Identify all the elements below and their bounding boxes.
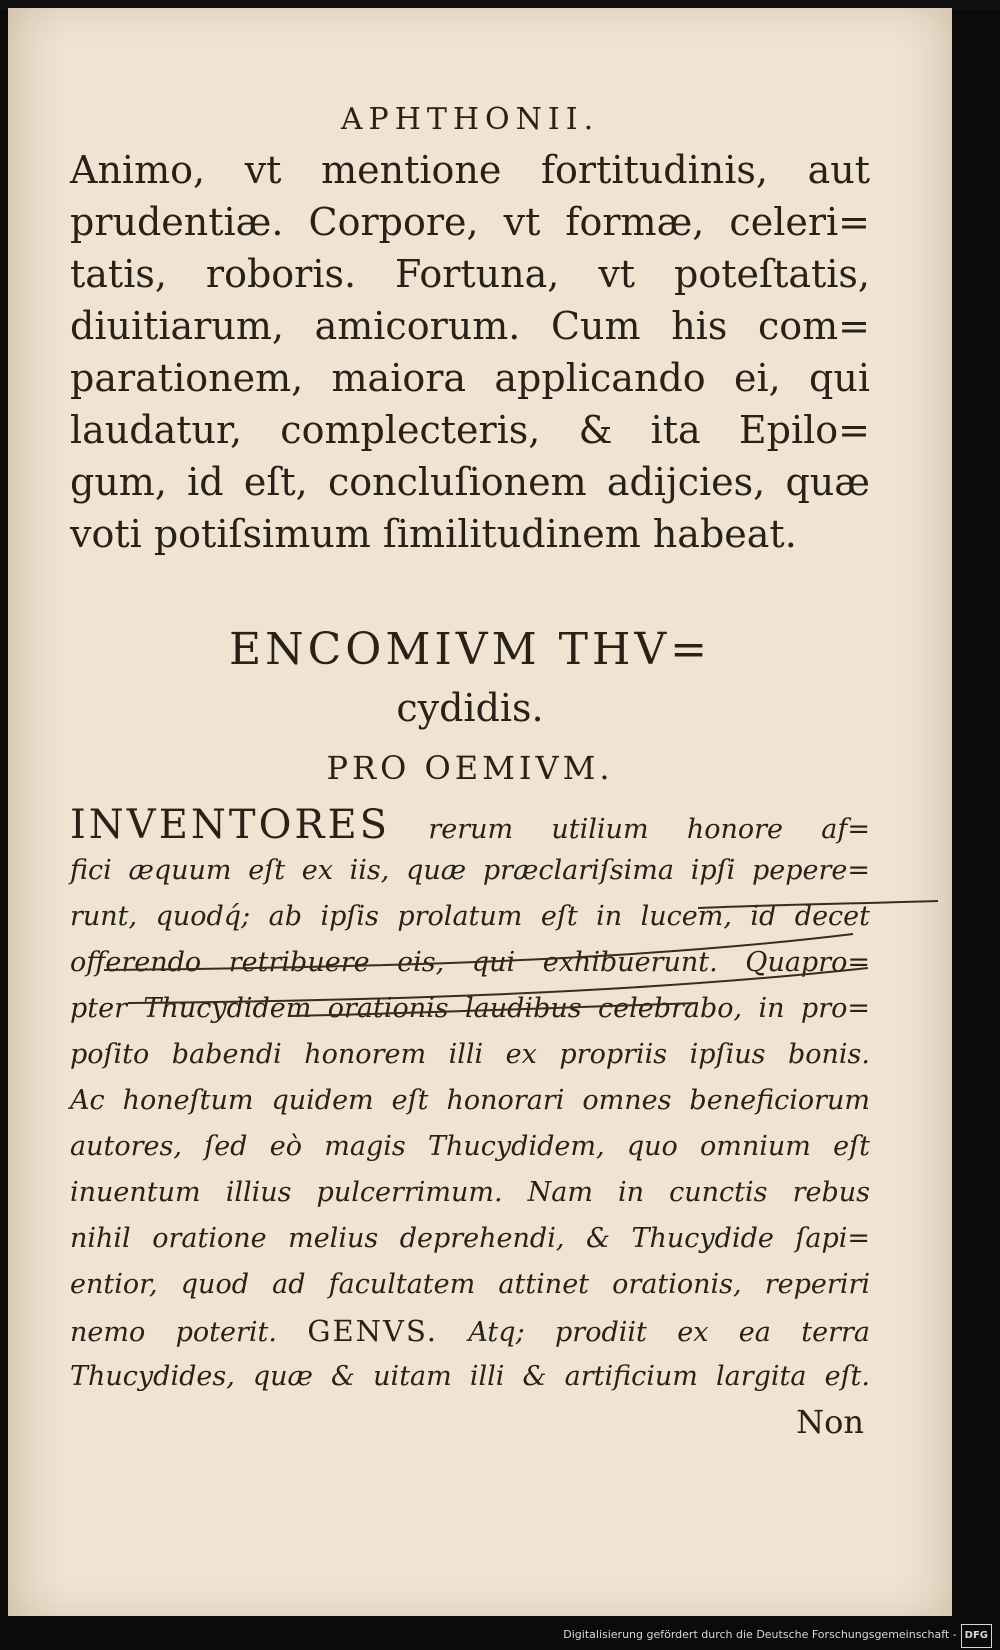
- text-line: autores, ſed eò magis Thucydidem, quo omnium eſt: [70, 1131, 870, 1162]
- text-line: [70, 802, 870, 848]
- text-line: Ac honeſtum quidem eſt honorari omnes beneficiorum: [70, 1085, 870, 1116]
- text-line: poſito babendi honorem illi ex propriis ipſius bonis.: [70, 1039, 870, 1070]
- text-fragment: nemo poterit.: [70, 1317, 277, 1348]
- text-fragment: rerum utilium honore af=: [428, 814, 870, 845]
- text-line: runt, quodq́; ab ipſis prolatum eſt in lucem, id decet: [70, 901, 870, 932]
- text-line: prudentiæ. Corpore, vt formæ, celeri=: [70, 200, 870, 244]
- text-fragment: Atq; prodiit ex ea terra: [468, 1317, 870, 1348]
- text-line: parationem, maiora applicando ei, qui: [70, 356, 870, 400]
- text-line: voti potiſsimum ſimilitudinem habeat.: [70, 512, 797, 556]
- text-line: entior, quod ad facultatem attinet orationis, reperiri: [70, 1269, 870, 1300]
- running-head: APHTHONII.: [340, 102, 600, 137]
- text-line: laudatur, complecteris, & ita Epilo=: [70, 408, 870, 452]
- book-page: [8, 8, 952, 1616]
- text-line: tatis, roboris. Fortuna, vt poteſtatis,: [70, 252, 870, 296]
- initial-word: INVENTORES: [70, 802, 391, 848]
- digitization-footer: [563, 1624, 992, 1646]
- genus-label: GENVS.: [307, 1314, 439, 1348]
- text-line: Thucydides, quæ & uitam illi & artificium largita eſt.: [70, 1361, 870, 1392]
- text-line: gum, id eſt, concluſionem adijcies, quæ: [70, 460, 870, 504]
- text-line: pter Thucydidem orationis laudibus celebrabo, in pro=: [70, 993, 870, 1024]
- text-line: fici æquum eſt ex iis, quæ præclariſsima ipſi pepere=: [70, 855, 870, 886]
- text-line: nihil oratione melius deprehendi, & Thucydide ſapi=: [70, 1223, 870, 1254]
- catchword: Non: [796, 1403, 864, 1441]
- text-line: Animo, vt mentione fortitudinis, aut: [70, 148, 870, 192]
- proem-heading: PRO OEMIVM.: [326, 749, 614, 787]
- text-line: offerendo retribuere eis, qui exhibuerunt. Quapro=: [70, 947, 870, 978]
- text-line: inuentum illius pulcerrimum. Nam in cunctis rebus: [70, 1177, 870, 1208]
- text-line: diuitiarum, amicorum. Cum his com=: [70, 304, 870, 348]
- page-text: [70, 100, 870, 1444]
- section-subtitle: cydidis.: [396, 686, 544, 730]
- section-title: ENCOMIVM THV=: [229, 624, 711, 675]
- dfg-logo: DFG: [961, 1624, 992, 1648]
- text-line: [70, 1308, 870, 1354]
- intro-paragraph: [70, 144, 870, 560]
- proem-paragraph: [70, 802, 870, 1400]
- footer-text: Digitalisierung gefördert durch die Deutsche Forschungsgemeinschaft -: [563, 1628, 957, 1641]
